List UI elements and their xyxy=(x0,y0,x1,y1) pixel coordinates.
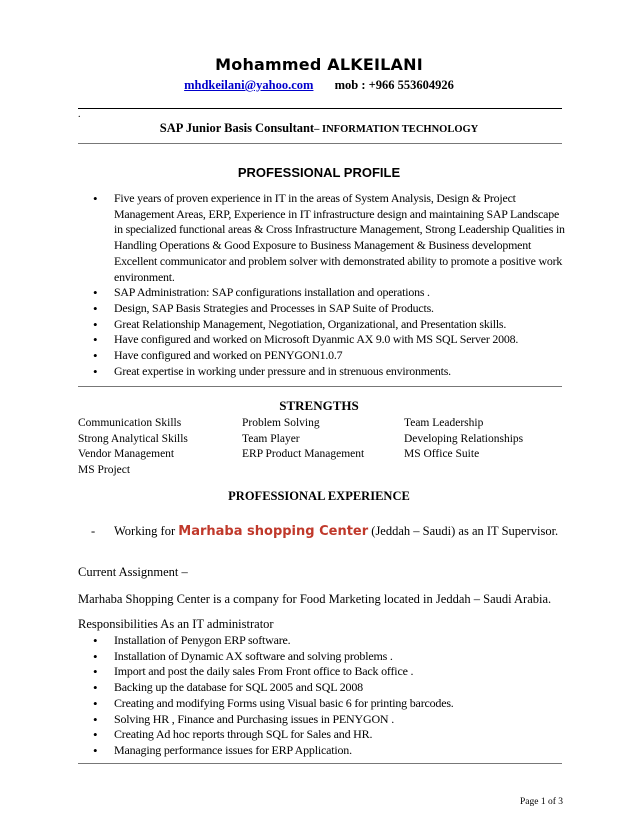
responsibility-item: • Creating Ad hoc reports through SQL for Sales and HR. xyxy=(90,727,565,743)
strength-item: Vendor Management xyxy=(78,448,175,461)
strength-item: Team Player xyxy=(242,432,300,445)
position-divider xyxy=(78,143,562,144)
responsibility-item: • Import and post the daily sales From Front office to Back office . xyxy=(90,664,565,680)
company-name: Marhaba shopping Center xyxy=(178,524,369,539)
profile-item: • Great expertise in working under pressure and in strenuous environments. xyxy=(90,364,565,380)
strength-item: ERP Product Management xyxy=(242,448,365,461)
experience-suffix: (Jeddah – Saudi) as an IT Supervisor. xyxy=(368,524,559,538)
profile-item: • Have configured and worked on PENYGON1.0.7 xyxy=(90,348,565,364)
company-description: Marhaba Shopping Center is a company for Food Marketing located in Jeddah – Saudi Arabia. xyxy=(78,592,552,606)
profile-item: • Five years of proven experience in IT in the areas of System Analysis, Design & Project Management Areas, ERP, Experience in IT infrastructure design and maintaining SAP Landscape in specialized functional areas & Cross Infrastructure Management, Strong Leadership Qualities in Handling Operations & Good Exposure to Business Management & Business development Excellent communicator and problem solver with demonstrated ability to promote a positive work environment. xyxy=(90,191,565,285)
experience-summary xyxy=(78,524,558,539)
dash-marker: - xyxy=(91,524,96,538)
responsibilities-label: Responsibilities As an IT administrator xyxy=(78,617,274,631)
responsibility-item: • Installation of Penygon ERP software. xyxy=(90,633,565,649)
position-role: SAP Junior Basis Consultant xyxy=(159,121,315,135)
experience-prefix: Working for xyxy=(114,524,179,538)
profile-list xyxy=(90,191,565,379)
strength-item: Problem Solving xyxy=(242,417,320,429)
mobile-number: mob : +966 553604926 xyxy=(334,78,454,92)
strengths-heading: STRENGTHS xyxy=(279,398,359,413)
responsibility-item: • Managing performance issues for ERP Application. xyxy=(90,743,565,759)
email-link[interactable]: mhdkeilani@yahoo.com xyxy=(184,78,314,92)
position-title xyxy=(0,121,638,136)
header-divider xyxy=(78,108,562,109)
experience-heading: PROFESSIONAL EXPERIENCE xyxy=(228,489,410,503)
profile-item: • Design, SAP Basis Strategies and Processes in SAP Suite of Products. xyxy=(90,301,565,317)
profile-item: • Have configured and worked on Microsoft Dyanmic AX 9.0 with MS SQL Server 2008. xyxy=(90,332,565,348)
strengths-column-3 xyxy=(404,416,523,463)
profile-item: • Great Relationship Management, Negotiation, Organizational, and Presentation skills. xyxy=(90,317,565,333)
responsibility-item: • Creating and modifying Forms using Visual basic 6 for printing barcodes. xyxy=(90,696,565,712)
current-assignment-label: Current Assignment – xyxy=(78,565,188,579)
responsibilities-list xyxy=(90,633,565,759)
candidate-name: Mohammed ALKEILANI xyxy=(215,55,423,74)
contact-line xyxy=(0,78,638,93)
strength-item: Strong Analytical Skills xyxy=(78,432,188,445)
responsibility-item: • Installation of Dynamic AX software and solving problems . xyxy=(90,649,565,665)
strengths-column-2 xyxy=(242,416,364,463)
strength-item: Developing Relationships xyxy=(404,432,524,445)
page-number: Page 1 of 3 xyxy=(519,797,563,807)
strength-item: MS Project xyxy=(78,464,131,477)
responsibility-item: • Solving HR , Finance and Purchasing issues in PENYGON . xyxy=(90,712,565,728)
profile-divider xyxy=(78,386,562,387)
profile-heading: PROFESSIONAL PROFILE xyxy=(237,165,401,180)
strengths-column-1 xyxy=(78,416,188,479)
profile-item: • SAP Administration: SAP configurations installation and operations . xyxy=(90,285,565,301)
strength-item: MS Office Suite xyxy=(404,448,480,461)
position-department: – INFORMATION TECHNOLOGY xyxy=(314,124,479,135)
footer-divider xyxy=(78,763,562,764)
responsibility-item: • Backing up the database for SQL 2005 and SQL 2008 xyxy=(90,680,565,696)
stray-mark: . xyxy=(78,109,81,120)
strength-item: Team Leadership xyxy=(404,417,484,429)
strength-item: Communication Skills xyxy=(78,417,182,429)
